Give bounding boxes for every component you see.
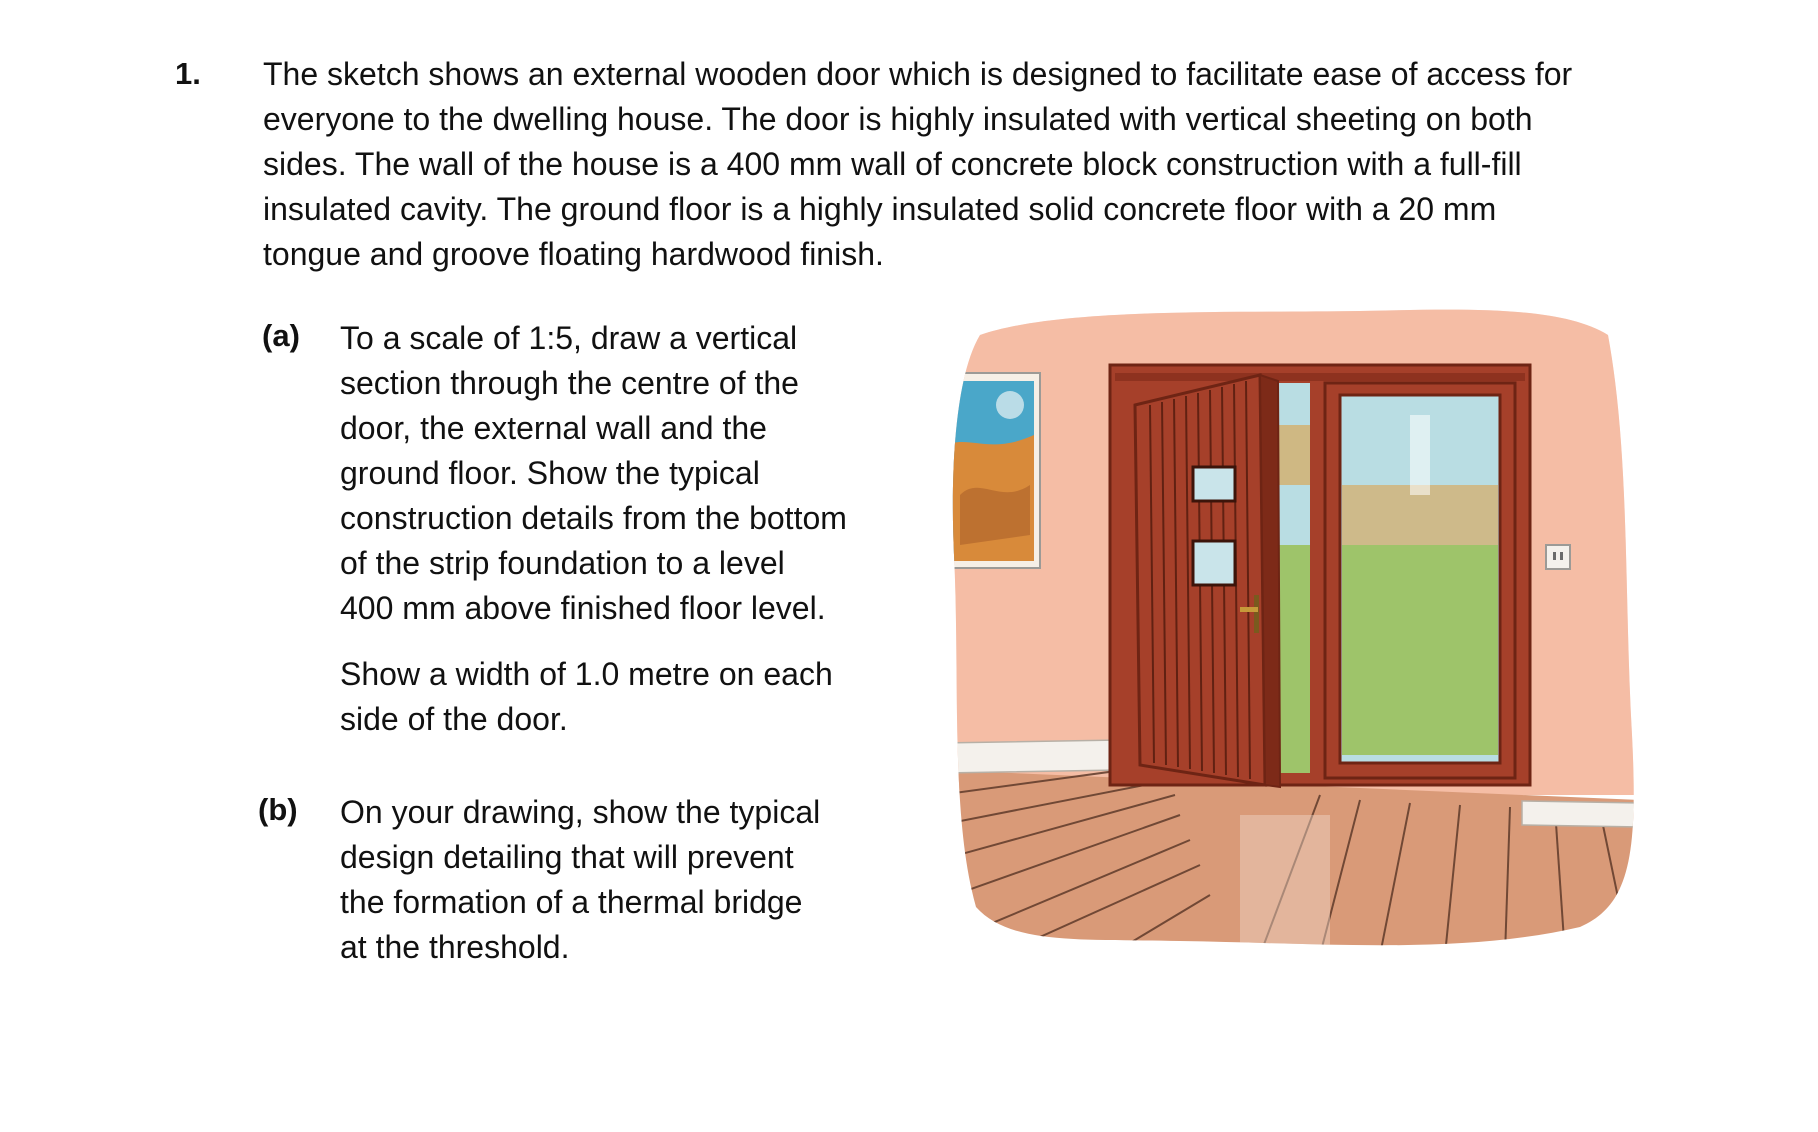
intro-line: everyone to the dwelling house. The door is highly insulated with vertical sheeting on both — [263, 101, 1533, 137]
part-a-line: door, the external wall and the — [340, 410, 767, 446]
part-b-line: the formation of a thermal bridge — [340, 884, 803, 920]
part-b-label: (b) — [258, 792, 298, 827]
part-a-line: construction details from the bottom — [340, 500, 847, 536]
part-a-label: (a) — [262, 318, 300, 353]
part-a-width-note — [340, 652, 920, 742]
part-a-note-line: side of the door. — [340, 701, 568, 737]
part-b-line: at the threshold. — [340, 929, 570, 965]
wall-painting — [940, 373, 1040, 568]
part-a-line: To a scale of 1:5, draw a vertical — [340, 320, 798, 356]
question-number: 1. — [175, 56, 201, 91]
part-b-line: design detailing that will prevent — [340, 839, 794, 875]
part-a-line: section through the centre of the — [340, 365, 799, 401]
part-b-instructions — [340, 790, 920, 970]
door-window-lower — [1193, 541, 1235, 585]
part-a-line: of the strip foundation to a level — [340, 545, 785, 581]
part-a-line: ground floor. Show the typical — [340, 455, 760, 491]
door-sketch-illustration — [940, 295, 1640, 955]
intro-line: The sketch shows an external wooden door which is designed to facilitate ease of access for — [263, 56, 1573, 92]
question-intro — [263, 52, 1683, 277]
door-window-upper — [1193, 467, 1235, 501]
intro-line: insulated cavity. The ground floor is a highly insulated solid concrete floor with a 20 mm — [263, 191, 1497, 227]
part-a-line: 400 mm above finished floor level. — [340, 590, 826, 626]
intro-line: sides. The wall of the house is a 400 mm wall of concrete block construction with a full-fill — [263, 146, 1522, 182]
part-a-instructions — [340, 316, 920, 631]
intro-line: tongue and groove floating hardwood finish. — [263, 236, 884, 272]
skirting-left — [940, 740, 1120, 773]
skirting-right — [1522, 801, 1640, 827]
light-switch — [1546, 545, 1570, 569]
part-a-note-line: Show a width of 1.0 metre on each — [340, 656, 833, 692]
part-b-line: On your drawing, show the typical — [340, 794, 821, 830]
